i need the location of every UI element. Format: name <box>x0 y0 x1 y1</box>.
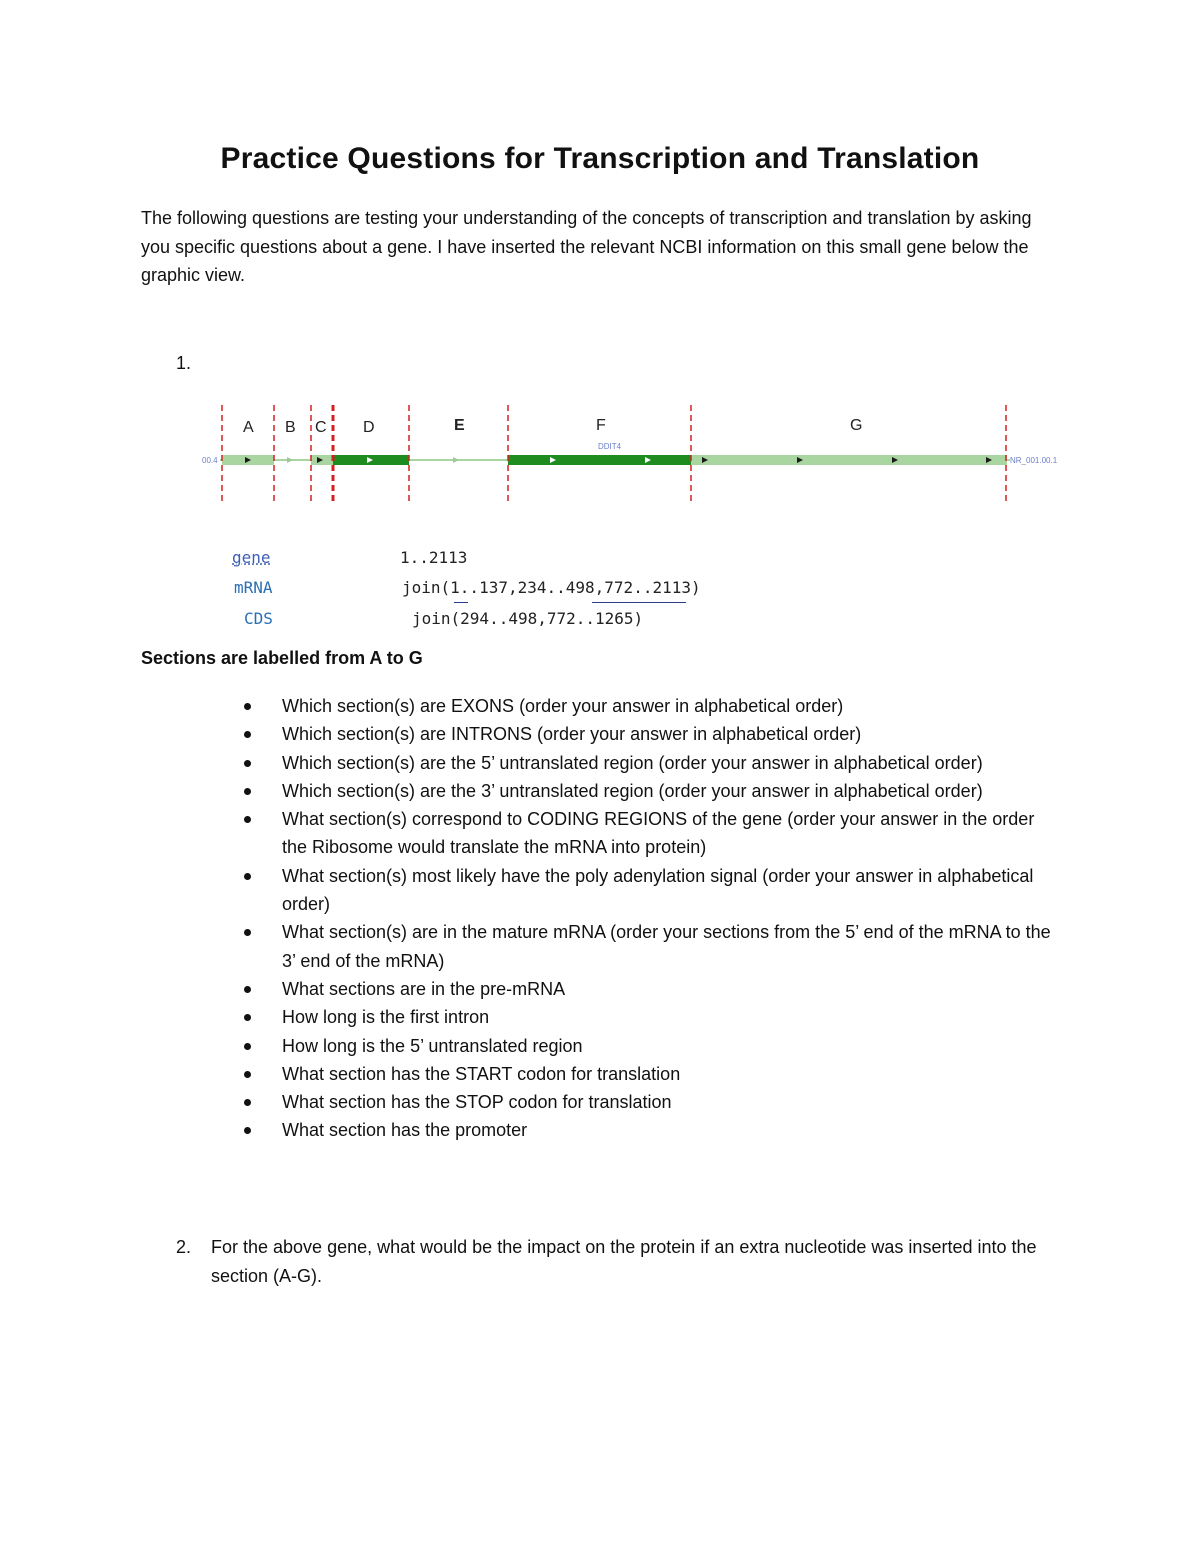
cds-key: CDS <box>244 609 273 628</box>
list-item <box>240 720 1060 748</box>
ncbi-feature-table <box>230 546 790 636</box>
section-label-e: E <box>454 417 465 434</box>
list-item-text: What section(s) correspond to CODING REGIONS of the gene (order your answer in the order the Ribosome would translate the mRNA into protein) <box>282 809 1035 858</box>
list-item-text: What section(s) most likely have the poly adenylation signal (order your answer in alphabetical order) <box>282 865 1034 915</box>
question-2 <box>176 1233 1056 1290</box>
list-item <box>240 918 1060 975</box>
list-item <box>240 749 1060 777</box>
section-markers <box>222 405 1006 503</box>
question-1-number: 1. <box>176 353 192 373</box>
question-2-number: 2. <box>176 1237 192 1257</box>
gene-key[interactable]: gene <box>232 548 271 567</box>
list-item-text: Which section(s) are the 3’ untranslated region (order your answer in alphabetical order) <box>282 780 983 801</box>
gene-value: 1..2113 <box>400 548 468 567</box>
arrow-glyph <box>453 457 459 463</box>
bullet-icon <box>244 873 251 880</box>
bullet-icon <box>244 986 251 993</box>
mrna-value: join(1..137,234..498,772..2113) <box>402 578 701 597</box>
section-label-c: C <box>315 419 327 436</box>
list-item <box>240 975 1060 1003</box>
list-item-text: What sections are in the pre-mRNA <box>282 978 566 999</box>
exon-bar-g <box>691 455 1007 465</box>
section-label-g: G <box>850 417 863 434</box>
section-label-d: D <box>363 419 375 436</box>
section-label-f: F <box>596 417 606 434</box>
bullet-icon <box>244 1071 251 1078</box>
gene-diagram <box>195 400 1075 510</box>
section-heading: Sections are labelled from A to G <box>141 648 423 668</box>
list-item <box>240 692 1060 720</box>
list-item <box>240 1032 1060 1060</box>
gene-name-label: DDIT4 <box>598 442 622 451</box>
list-item-text: How long is the first intron <box>282 1007 490 1028</box>
list-item-text: What section(s) are in the mature mRNA (order your sections from the 5’ end of the mRNA to the 3’ end of the mRNA) <box>282 922 1051 971</box>
right-tag: NR_001.00.1 <box>1010 456 1058 465</box>
exon-bar-f <box>508 455 691 465</box>
list-item-text: Which section(s) are INTRONS (order your answer in alphabetical order) <box>282 724 862 745</box>
bullet-icon <box>244 760 251 767</box>
list-item <box>240 805 1060 862</box>
list-item-text: What section has the promoter <box>282 1120 528 1141</box>
page-title: Practice Questions for Transcription and Translation <box>220 142 980 175</box>
left-tag: 00.4 <box>202 456 218 465</box>
section-label-b: B <box>285 419 296 436</box>
bullet-icon <box>244 1014 251 1021</box>
mrna-underline-1 <box>454 602 468 603</box>
question-list <box>240 692 1060 1145</box>
mrna-key: mRNA <box>234 578 273 597</box>
list-item-text: What section has the STOP codon for translation <box>282 1092 672 1113</box>
bullet-icon <box>244 929 251 936</box>
bullet-icon <box>244 816 251 823</box>
bullet-icon <box>244 1043 251 1050</box>
cds-value: join(294..498,772..1265) <box>412 609 644 628</box>
bullet-icon <box>244 1127 251 1134</box>
list-item <box>240 1088 1060 1116</box>
list-item <box>240 862 1060 919</box>
bullet-icon <box>244 1099 251 1106</box>
question-2-text: For the above gene, what would be the impact on the protein if an extra nucleotide was inserted into the section (A-G). <box>211 1237 1037 1286</box>
arrow-glyph <box>287 457 293 463</box>
bullet-icon <box>244 788 251 795</box>
list-item-text: Which section(s) are EXONS (order your answer in alphabetical order) <box>282 696 844 716</box>
list-item-text: Which section(s) are the 5’ untranslated region (order your answer in alphabetical order) <box>282 752 983 773</box>
bullet-icon <box>244 703 251 710</box>
intro-paragraph: The following questions are testing your understanding of the concepts of transcription and translation by asking you specific questions about a gene. I have inserted the relevant NCBI information on this small gene below the graphic view. <box>141 208 1032 285</box>
mrna-underline-2 <box>592 602 686 603</box>
section-label-a: A <box>243 419 254 436</box>
list-item <box>240 1060 1060 1088</box>
bullet-icon <box>244 731 251 738</box>
list-item <box>240 777 1060 805</box>
list-item-text: How long is the 5’ untranslated region <box>282 1035 583 1056</box>
list-item-text: What section has the START codon for translation <box>282 1063 681 1084</box>
list-item <box>240 1003 1060 1031</box>
list-item <box>240 1116 1060 1144</box>
